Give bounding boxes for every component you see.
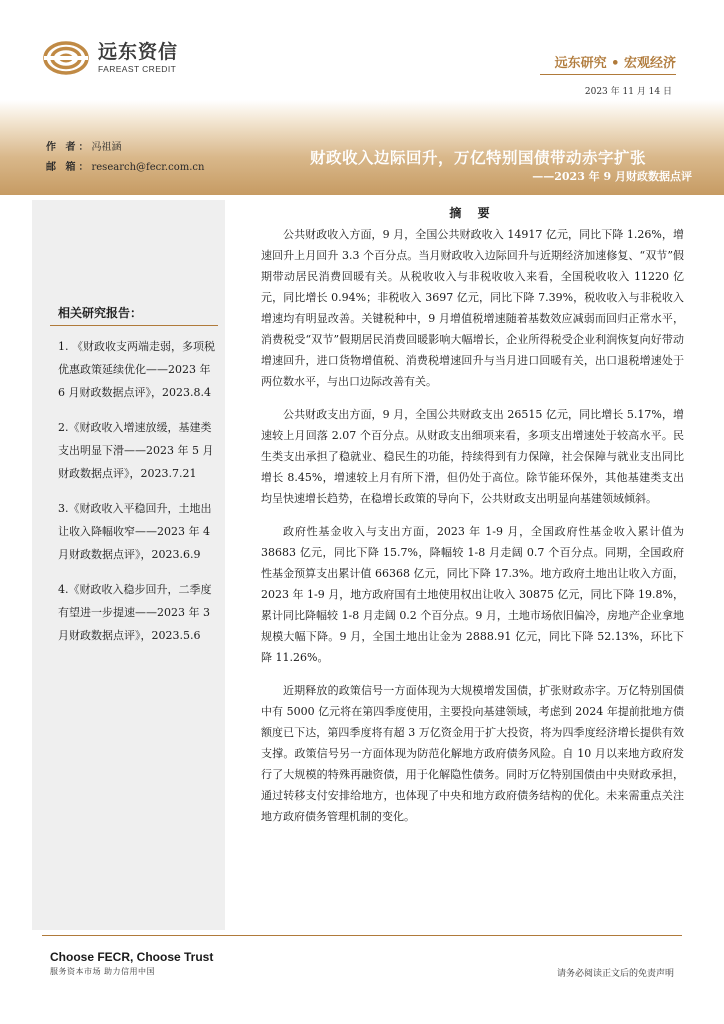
header-divider	[540, 74, 676, 75]
logo-english-name: FAREAST CREDIT	[98, 64, 177, 74]
logo-rings-icon	[42, 40, 90, 76]
related-report-item: 3.《财政收入平稳回升，土地出让收入降幅收窄——2023 年 4 月财政数据点评》，2023.6.9	[58, 502, 212, 561]
footer-divider	[42, 935, 682, 936]
author-info	[46, 138, 204, 178]
paragraph-policy: 近期释放的政策信号一方面体现为大规模增发国债，扩张财政赤字。万亿特别国债中有 5000 亿元将在第四季度使用，主要投向基建领域，考虑到 2024 年提前批地方债额度已下达，第四季度将有超 3 万亿资金用于扩大投资，将为四季度经济增长提供有效支撑。政策信号另一方面体现为防范化解地方政府债务风险。自 10 月以来地方政府发行了大规模的特殊再融资债，用于化解隐性债务。同时万亿特别国债由中央财政承担，通过转移支付安排给地方，也体现了中央和地方政府债务结构的优化。未来需重点关注地方政府债务管理机制的变化。	[261, 684, 684, 823]
sidebar-divider	[50, 325, 218, 326]
author-label: 作 者：	[46, 142, 92, 153]
footer-tagline: 服务资本市场 助力信用中国	[50, 967, 156, 976]
related-report-item: 4.《财政收入稳步回升，二季度有望进一步提速——2023 年 3 月财政数据点评》，2023.5.6	[58, 583, 212, 642]
related-reports-title: 相关研究报告：	[58, 306, 143, 320]
related-reports-list	[58, 335, 216, 659]
related-report-item: 2.《财政收入增速放缓，基建类支出明显下滑——2023 年 5 月财政数据点评》，2023.7.21	[58, 421, 214, 480]
author-name: 冯祖涵	[91, 142, 122, 153]
paragraph-revenue: 公共财政收入方面，9 月，全国公共财政收入 14917 亿元，同比下降 1.26%，增速回升上月回升 3.3 个百分点。当月财政收入边际回升与近期经济加速修复、“双节”假期带动居民消费回暖有关。从税收收入与非税收收入来看，全国税收收入 11220 亿元，同比增长 0.94%；非税收入 3697 亿元，同比下降 7.39%，税收收入与非税收入增速均有明显改善。关键税种中，9 月增值税增速随着基数效应减弱而回归正常水平，消费税受“双节”假期居民消费回暖影响大幅增长，企业所得税受企业利润恢复向好带动增速回升，进口货物增值税、消费税增速回升与当月进口回暖有关，出口退税增速处于两位数水平，与出口边际改善有关。	[261, 228, 684, 388]
company-logo	[42, 40, 178, 76]
report-subtitle: ——2023 年 9 月财政数据点评	[532, 170, 692, 183]
abstract-section	[261, 204, 684, 839]
report-category: 远东研究 • 宏观经济	[554, 56, 676, 71]
author-email: research@fecr.com.cn	[91, 162, 205, 173]
report-title: 财政收入边际回升，万亿特别国债带动赤字扩张	[309, 148, 646, 167]
email-label: 邮 箱：	[46, 162, 92, 173]
footer-slogan: Choose FECR, Choose Trust	[50, 950, 214, 964]
footer-disclaimer: 请务必阅读正文后的免责声明	[556, 969, 674, 979]
paragraph-fund: 政府性基金收入与支出方面，2023 年 1-9 月，全国政府性基金收入累计值为 38683 亿元，同比下降 15.7%，降幅较 1-8 月走阔 0.7 个百分点。同期，全国政府性基金预算支出累计值 66368 亿元，同比下降 17.3%。地方政府土地出让收入方面，2023 年 1-9 月，地方政府国有土地使用权出让收入 30875 亿元，同比下降 19.8%，累计同比降幅较 1-8 月走阔 0.2 个百分点。9 月，土地市场依旧偏冷，房地产企业拿地规模大幅下降。9 月，全国土地出让金为 2888.91 亿元，同比下降 52.13%，环比下降 11.26%。	[261, 525, 684, 664]
abstract-title: 摘 要	[449, 206, 496, 220]
related-report-item: 1. 《财政收支两端走弱，多项税优惠政策延续优化——2023 年 6 月财政数据点评》，2023.8.4	[58, 340, 215, 399]
report-date: 2023 年 11 月 14 日	[584, 87, 672, 97]
paragraph-expenditure: 公共财政支出方面，9 月，全国公共财政支出 26515 亿元，同比增长 5.17%，增速较上月回落 2.07 个百分点。从财政支出细项来看，多项支出增速处于较高水平。民生类支出承担了稳就业、稳民生的功能，持续得到有力保障，社会保障与就业支出同比增长 8.45%，增速较上月有所下滑，但仍处于高位。除节能环保外，其他基建类支出均呈快速增长趋势，在稳增长政策的导向下，公共财政支出明显向基建领域倾斜。	[261, 408, 684, 505]
logo-chinese-name: 远东资信	[98, 41, 179, 63]
